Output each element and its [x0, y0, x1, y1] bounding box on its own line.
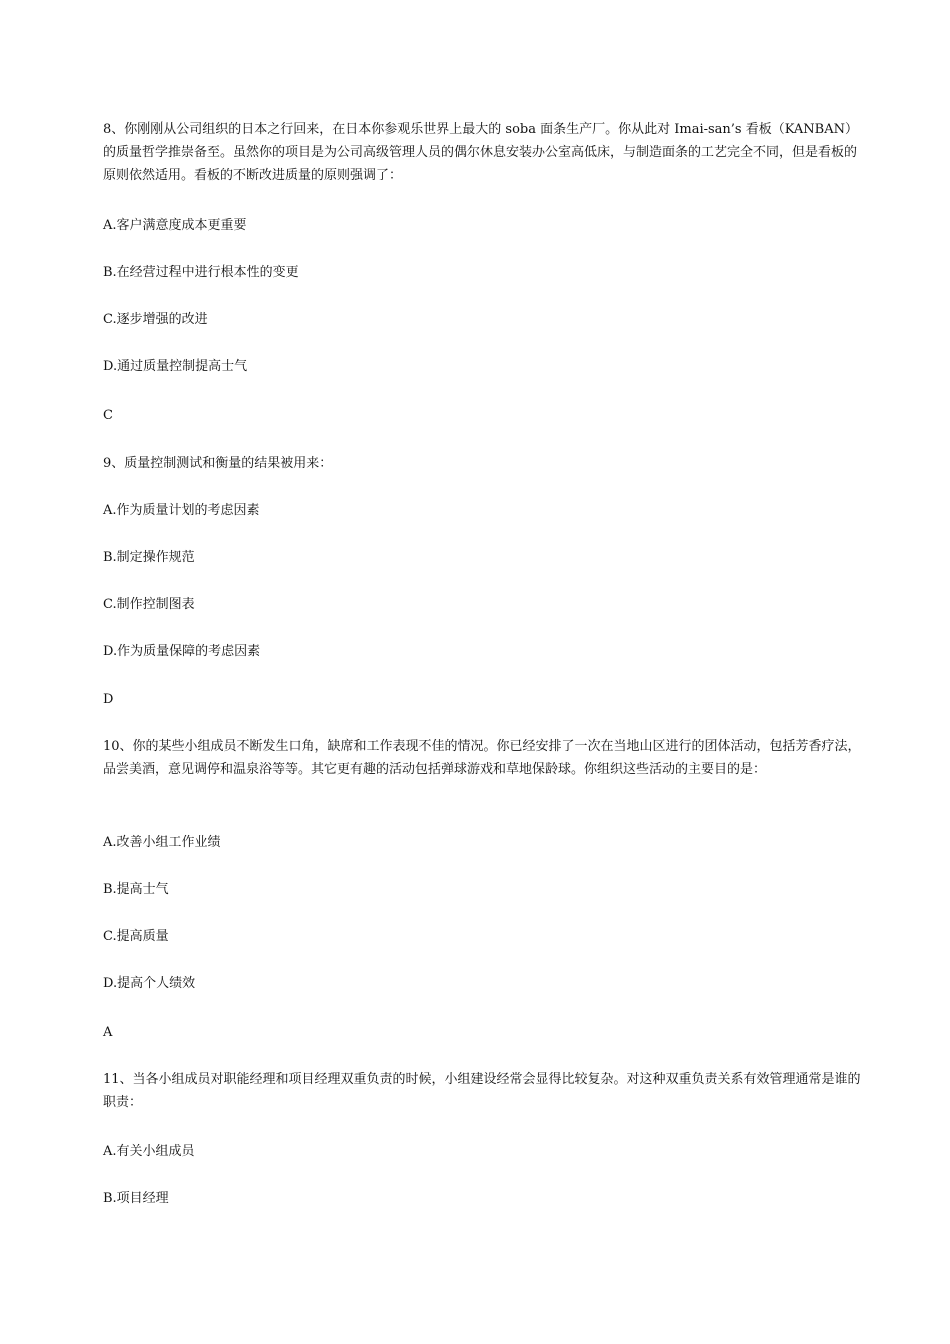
question-8-option-b: B.在经营过程中进行根本性的变更 [103, 265, 299, 280]
question-10-option-c: C.提高质量 [103, 929, 169, 944]
question-8-answer: C [103, 408, 113, 423]
question-11-stem: 11、当各小组成员对职能经理和项目经理双重负责的时候，小组建设经常会显得比较复杂。对这种双重负责关系有效管理通常是谁的职责： [103, 1072, 861, 1110]
question-10-answer: A [103, 1025, 113, 1040]
question-8-stem: 8、你刚刚从公司组织的日本之行回来，在日本你参观乐世界上最大的 soba 面条生产厂。你从此对 Imai-san’s 看板（KANBAN）的质量哲学推崇备至。虽然你的项目是为公司高级管理人员的偶尔休息安装办公室高低床，与制造面条的工艺完全不同，但是看板的原则依然适用。看板的不断改进质量的原则强调了： [103, 122, 858, 183]
question-8-option-a: A.客户满意度成本更重要 [103, 218, 247, 233]
question-11-option-a: A.有关小组成员 [103, 1144, 195, 1159]
question-8-option-d: D.通过质量控制提高士气 [103, 359, 248, 374]
question-9-answer: D [103, 692, 114, 707]
question-11-option-b: B.项目经理 [103, 1191, 169, 1206]
question-10-option-a: A.改善小组工作业绩 [103, 835, 221, 850]
question-10-stem: 10、你的某些小组成员不断发生口角，缺席和工作表现不佳的情况。你已经安排了一次在当地山区进行的团体活动，包括芳香疗法，品尝美酒，意见调停和温泉浴等等。其它更有趣的活动包括弹球游戏和草地保龄球。你组织这些活动的主要目的是： [103, 739, 861, 777]
question-9-option-a: A.作为质量计划的考虑因素 [103, 503, 260, 518]
question-10-option-d: D.提高个人绩效 [103, 976, 196, 991]
question-10-option-b: B.提高士气 [103, 882, 169, 897]
question-9-option-c: C.制作控制图表 [103, 597, 195, 612]
question-8-option-c: C.逐步增强的改进 [103, 312, 208, 327]
question-9-option-b: B.制定操作规范 [103, 550, 195, 565]
question-9-option-d: D.作为质量保障的考虑因素 [103, 644, 261, 659]
question-9-stem: 9、质量控制测试和衡量的结果被用来： [103, 456, 333, 471]
